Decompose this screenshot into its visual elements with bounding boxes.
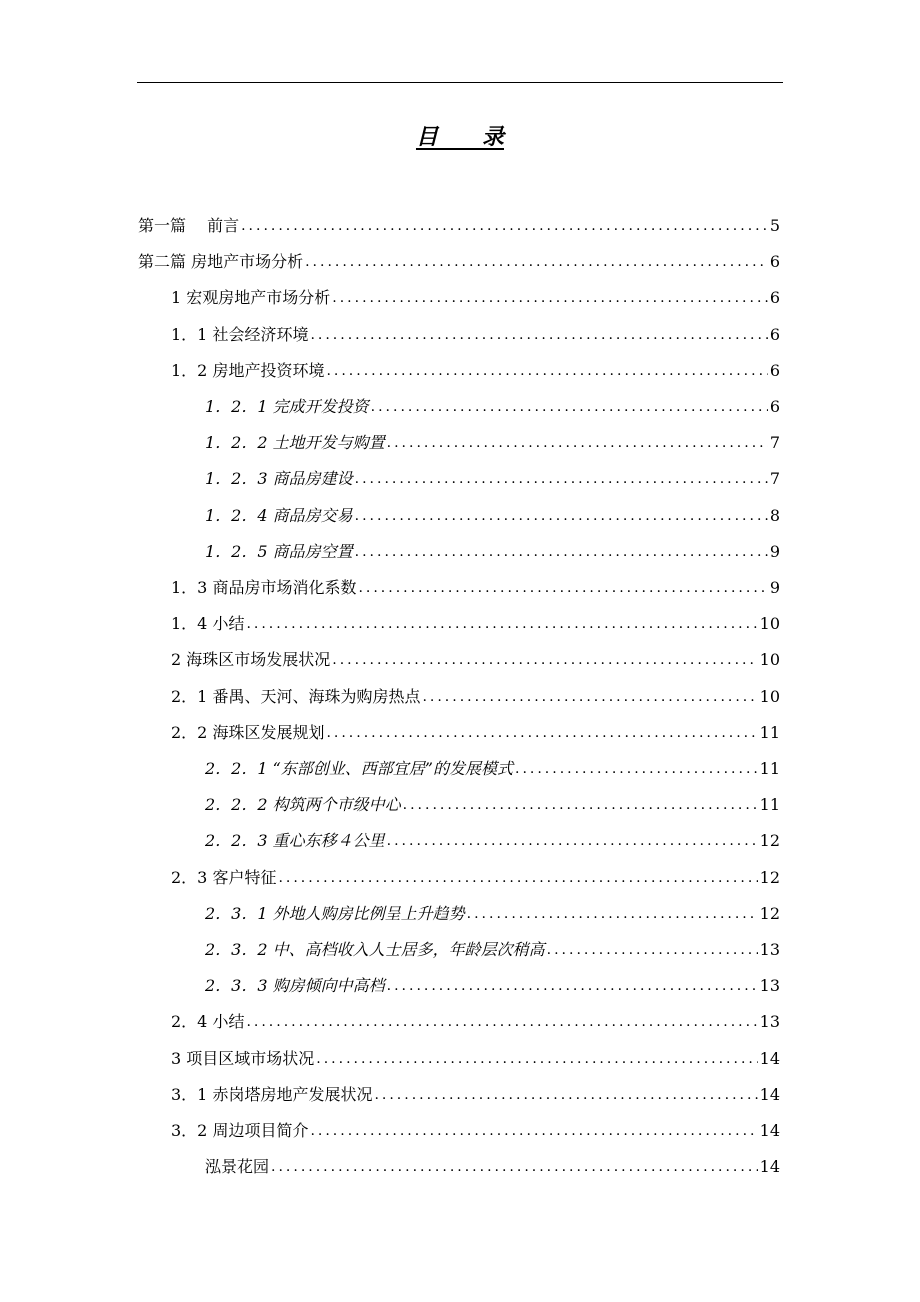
toc-entry[interactable] <box>171 317 780 353</box>
toc-entry-label: 3 项目区域市场状况 <box>171 1048 315 1068</box>
toc-entry-page-number: 11 <box>759 759 780 778</box>
toc-entry[interactable] <box>171 679 780 715</box>
toc-entry[interactable] <box>171 1041 780 1077</box>
toc-entry-page-number: 10 <box>759 614 780 634</box>
toc-dot-leader <box>355 469 768 489</box>
toc-entry-label: 2．3．1 外地人购房比例呈上升趋势 <box>205 903 465 923</box>
toc-entry-label: 1．2．1 完成开发投资 <box>205 397 369 416</box>
toc-dot-leader <box>355 506 768 526</box>
toc-entry[interactable] <box>205 751 780 787</box>
toc-entry-page-number: 6 <box>769 252 780 272</box>
toc-dot-leader <box>371 397 768 417</box>
toc-entry[interactable] <box>171 353 780 389</box>
toc-entry-label: 2．1 番禺、天河、海珠为购房热点 <box>171 686 421 706</box>
toc-entry-page-number: 9 <box>769 541 780 561</box>
toc-dot-leader <box>326 361 767 381</box>
toc-dot-leader <box>332 288 768 308</box>
toc-entry[interactable] <box>205 498 780 534</box>
toc-dot-leader <box>387 433 768 453</box>
toc-dot-leader <box>241 216 768 236</box>
toc-entry-page-number: 14 <box>759 1121 780 1140</box>
toc-entry-page-number: 10 <box>759 650 780 670</box>
toc-entry[interactable] <box>171 1077 780 1113</box>
toc-entry-label: 2．3 客户特征 <box>171 867 277 887</box>
toc-entry[interactable] <box>205 823 780 859</box>
toc-dot-leader <box>387 831 758 851</box>
header-rule <box>137 82 783 83</box>
toc-dot-leader <box>387 976 758 996</box>
toc-dot-leader <box>358 578 767 598</box>
toc-entry-page-number: 6 <box>769 360 780 380</box>
toc-entry-label: 2．2．2 构筑两个市级中心 <box>205 795 401 815</box>
toc-dot-leader <box>403 795 758 815</box>
toc-entry-page-number: 13 <box>759 976 780 996</box>
toc-dot-leader <box>310 325 767 345</box>
toc-entry[interactable] <box>171 280 780 316</box>
toc-dot-leader <box>355 542 768 562</box>
toc-entry-label: 1 宏观房地产市场分析 <box>171 288 331 308</box>
toc-dot-leader <box>515 759 758 779</box>
toc-entry-label: 1．2．2 土地开发与购置 <box>205 433 385 453</box>
toc-entry-page-number: 13 <box>759 1012 780 1032</box>
toc-entry-page-number: 13 <box>759 940 780 959</box>
toc-entry-page-number: 7 <box>769 469 780 489</box>
toc-entry-label: 第一篇 前言 <box>138 216 240 235</box>
toc-dot-leader <box>305 252 768 272</box>
toc-entry-label: 1．2 房地产投资环境 <box>171 360 325 380</box>
toc-dot-leader <box>278 868 757 888</box>
toc-entry-page-number: 14 <box>759 1157 780 1177</box>
toc-entry-label: 2．3．2 中、高档收入人士居多，年龄层次稍高 <box>205 940 545 959</box>
toc-entry-page-number: 12 <box>759 903 780 923</box>
toc-dot-leader <box>246 1012 757 1032</box>
toc-entry[interactable] <box>205 461 780 497</box>
toc-entry-page-number: 9 <box>769 578 780 597</box>
toc-entry-label: 1．4 小结 <box>171 614 245 634</box>
toc-entry-label: 3．1 赤岗塔房地产发展状况 <box>171 1084 373 1104</box>
toc-entry-label: 1．2．4 商品房交易 <box>205 505 353 525</box>
toc-entry[interactable] <box>205 1149 780 1185</box>
toc-entry[interactable] <box>171 642 780 678</box>
toc-dot-leader <box>246 614 757 634</box>
toc-entry-label: 2．4 小结 <box>171 1012 245 1032</box>
toc-dot-leader <box>547 940 758 960</box>
toc-dot-leader <box>467 904 758 924</box>
toc-entry[interactable] <box>171 1113 780 1149</box>
toc-entry-label: 2．2．3 重心东移４公里 <box>205 831 385 851</box>
toc-dot-leader <box>310 1121 757 1141</box>
toc-entry[interactable] <box>205 787 780 823</box>
toc-dot-leader <box>374 1085 757 1105</box>
toc-entry-page-number: 14 <box>759 1084 780 1104</box>
toc-entry[interactable] <box>205 968 780 1004</box>
toc-entry-page-number: 12 <box>759 867 780 887</box>
toc-entry-label: 1．2．3 商品房建设 <box>205 469 353 489</box>
toc-entry-page-number: 12 <box>759 831 780 851</box>
toc-entry-label: 2 海珠区市场发展状况 <box>171 650 331 670</box>
toc-entry-label: 第二篇 房地产市场分析 <box>138 252 304 272</box>
toc-entry-page-number: 6 <box>769 288 780 308</box>
toc-entry-label: 2．3．3 购房倾向中高档 <box>205 976 385 996</box>
toc-entry[interactable] <box>171 606 780 642</box>
toc-entry[interactable] <box>205 932 780 968</box>
toc-entry-label: 2．2 海珠区发展规划 <box>171 722 325 742</box>
toc-entry[interactable] <box>205 389 780 425</box>
toc-entry-page-number: 5 <box>769 216 780 235</box>
toc-entry-label: 1．3 商品房市场消化系数 <box>171 578 357 597</box>
toc-entry-label: 3．2 周边项目简介 <box>171 1121 309 1140</box>
toc-dot-leader <box>316 1049 757 1069</box>
page-title <box>0 120 920 151</box>
toc-entry-page-number: 14 <box>759 1048 780 1068</box>
toc-dot-leader <box>332 650 757 670</box>
toc-entry[interactable] <box>205 425 780 461</box>
toc-entry[interactable] <box>205 534 780 570</box>
toc-entry-page-number: 10 <box>759 686 780 706</box>
toc-entry-page-number: 11 <box>759 722 780 742</box>
toc-entry-page-number: 8 <box>769 505 780 525</box>
toc-entry[interactable] <box>171 715 780 751</box>
toc-entry[interactable] <box>205 896 780 932</box>
toc-entry-label: 泓景花园 <box>205 1157 270 1177</box>
toc-entry-page-number: 7 <box>769 433 780 453</box>
toc-entry-label: 2．2．1 “东部创业、西部宜居”的发展模式 <box>205 759 513 778</box>
toc-entry[interactable] <box>171 1004 780 1040</box>
toc-entry-page-number: 6 <box>769 397 780 416</box>
toc-entry-page-number: 6 <box>769 324 780 344</box>
toc-entry-label: 1．2．5 商品房空置 <box>205 541 353 561</box>
toc-dot-leader <box>422 687 757 707</box>
toc-dot-leader <box>271 1157 758 1177</box>
toc-dot-leader <box>326 723 757 743</box>
toc-entry[interactable] <box>171 570 780 606</box>
page-title-text: 目 录 <box>415 124 504 150</box>
toc-entry[interactable] <box>138 244 780 280</box>
toc-entry-page-number: 11 <box>759 795 780 815</box>
toc-entry-label: 1．1 社会经济环境 <box>171 324 309 344</box>
toc-entry[interactable] <box>171 860 780 896</box>
toc-entry[interactable] <box>138 208 780 244</box>
